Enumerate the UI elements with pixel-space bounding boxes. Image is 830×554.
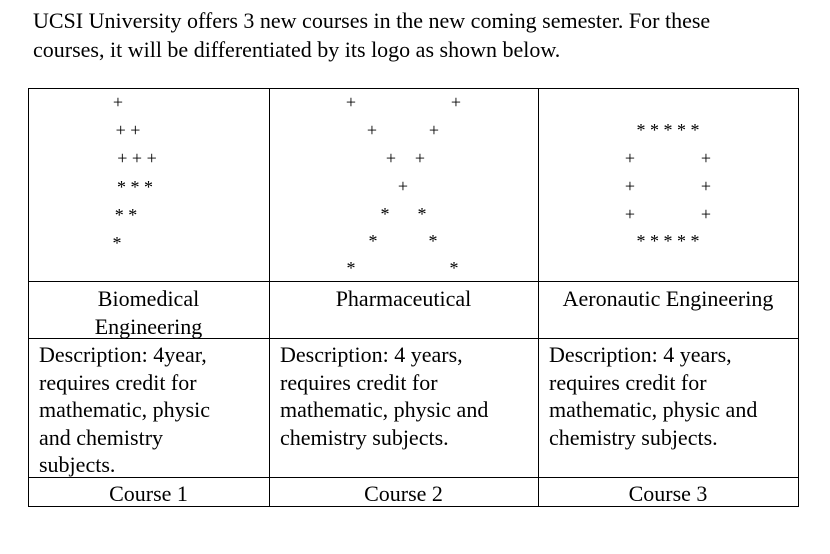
intro-line-1: UCSI University offers 3 new courses in the new coming semester. For these [33, 8, 711, 33]
description-line: requires credit for [39, 369, 197, 395]
logo-symbol: * [449, 258, 459, 278]
description-line: subjects. [39, 452, 116, 477]
description-line: mathematic, physic and [549, 397, 758, 422]
logo-symbol: + [700, 204, 712, 224]
course-1-name-line-1: Biomedical [97, 286, 200, 311]
logo-symbol: * * * * * [636, 231, 700, 251]
description-line: Description: 4year, [39, 342, 207, 367]
logo-symbol: * [380, 204, 390, 224]
description-line: chemistry subjects. [280, 424, 449, 450]
logo-symbol: + [700, 176, 712, 196]
logo-symbol: * [346, 258, 356, 278]
logo-symbol: * * * * * [636, 120, 700, 140]
description-line: Description: 4 years, [280, 342, 463, 367]
description-line: Description: 4 years, [549, 342, 732, 367]
description-line: mathematic, physic and [280, 397, 489, 422]
logo-symbol: * * * [117, 177, 153, 197]
description-line: mathematic, physic [39, 397, 211, 422]
course-1-name [28, 285, 269, 340]
logo-symbol: + [385, 148, 397, 168]
logo-symbol: + [624, 176, 636, 196]
logo-symbol: + [112, 92, 124, 112]
logo-symbol: * [368, 231, 378, 251]
logo-symbol: * [417, 204, 427, 224]
course-2-label: Course 2 [364, 481, 443, 506]
course-1-label: Course 1 [109, 481, 188, 506]
intro-paragraph [33, 6, 813, 64]
logo-symbol: + [366, 120, 378, 140]
logo-symbol: + [414, 148, 426, 168]
table-rule-logo [28, 281, 799, 282]
description-line: and chemistry [39, 424, 164, 450]
logo-symbol: * [428, 231, 438, 251]
intro-line-2: courses, it will be differentiated by its logo as shown below. [33, 37, 561, 62]
description-line: requires credit for [280, 369, 438, 395]
description-line: requires credit for [549, 369, 707, 395]
table-border-top [28, 88, 799, 89]
course-1-description [39, 341, 267, 479]
course-3-name [538, 285, 798, 313]
logo-symbol: + [450, 92, 462, 112]
logo-symbol: * * [114, 205, 138, 225]
logo-symbol: + [700, 148, 712, 168]
course-3-description [549, 341, 797, 451]
logo-symbol: + [624, 148, 636, 168]
course-3-label: Course 3 [628, 481, 708, 506]
course-2-description [280, 341, 536, 451]
logo-symbol: + + [115, 120, 141, 140]
logo-symbol: + [624, 204, 636, 224]
course-2-name-line-1: Pharmaceutical [335, 286, 472, 311]
course-2-name [269, 285, 538, 313]
logo-symbol: + + + [117, 148, 157, 168]
courses-table [28, 88, 799, 507]
course-3-name-line-1: Aeronautic Engineering [562, 286, 774, 311]
table-border-right [798, 88, 799, 507]
course-1-name-line-2: Engineering [94, 313, 203, 339]
logo-symbol: * [112, 233, 122, 253]
logo-symbol: + [428, 120, 440, 140]
logo-symbol: + [397, 176, 409, 196]
logo-symbol: + [345, 92, 357, 112]
description-line: chemistry subjects. [549, 424, 718, 450]
